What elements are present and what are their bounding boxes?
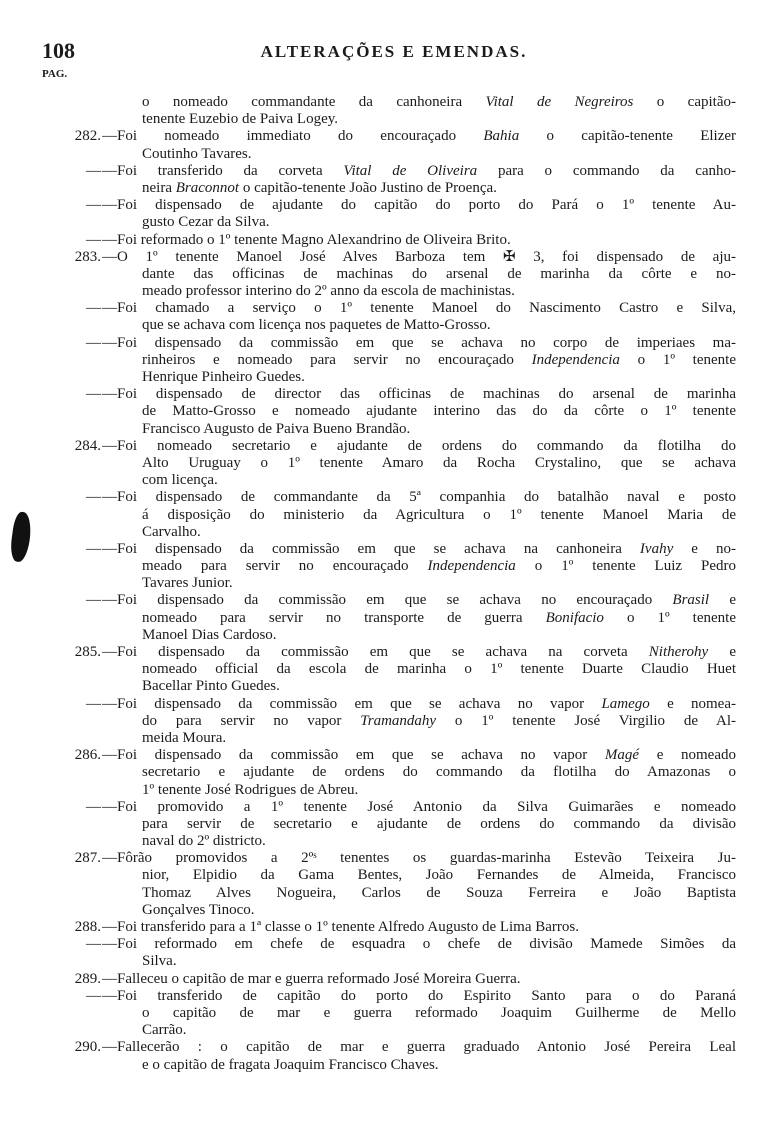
text-segment: o capitão de mar e guerra reformado Joaquim Guilherme de Mello xyxy=(142,1004,736,1021)
entry-number: 283. xyxy=(74,248,101,265)
ship-name: Ivahy xyxy=(639,540,674,557)
entry-number: — xyxy=(86,540,101,557)
entry-line xyxy=(0,730,768,747)
entry-line xyxy=(0,524,768,541)
entry-text xyxy=(142,833,736,850)
entry-text xyxy=(142,94,736,111)
entry-text xyxy=(142,713,736,730)
entry-line xyxy=(0,816,768,833)
entry-line xyxy=(0,850,768,867)
entry-text xyxy=(142,507,736,524)
text-segment: e nomea- xyxy=(649,695,736,712)
text-segment: nior, Elpidio da Gama Bentes, João Fernandes de Almeida, Francisco xyxy=(142,867,736,884)
entry-line xyxy=(0,764,768,781)
entry-text xyxy=(142,524,736,541)
entry-text xyxy=(142,953,736,970)
text-segment: de Matto-Grosso e nomeado ajudante interino das do da côrte o 1º tenente xyxy=(142,403,736,420)
text-segment: rinheiros e nomeado para servir no encouraçado xyxy=(142,351,532,368)
entry-line xyxy=(0,713,768,730)
text-segment: e o capitão de fragata Joaquim Francisco Chaves. xyxy=(142,1056,439,1073)
text-segment: e xyxy=(709,592,736,609)
text-segment: que se achava com licença nos paquetes de Matto-Grosso. xyxy=(142,317,491,334)
text-segment: —Foi dispensado da commissão em que se achava no vapor xyxy=(102,747,605,764)
entry-line xyxy=(0,489,768,506)
entry-line xyxy=(0,421,768,438)
page-title: ALTERAÇÕES E EMENDAS. xyxy=(260,42,528,61)
entry-text xyxy=(102,799,736,816)
entry-line xyxy=(0,180,768,197)
entry-text xyxy=(142,678,736,695)
text-segment: —Foi dispensado de director das officinas de machinas do arsenal de marinha xyxy=(102,386,736,403)
entry-text xyxy=(102,232,736,249)
text-segment: o nomeado commandante da canhoneira xyxy=(142,94,486,110)
entry-text xyxy=(142,730,736,747)
page-number: 108 xyxy=(42,38,75,63)
entry-text xyxy=(142,421,736,438)
text-segment: Tavares Junior. xyxy=(142,575,233,592)
entry-line xyxy=(0,146,768,163)
entry-line xyxy=(0,1022,768,1039)
text-segment: Bacellar Pinto Guedes. xyxy=(142,678,280,695)
text-segment: —O 1º tenente Manoel José Alves Barboza tem ✠ 3, foi dispensado de aju- xyxy=(102,248,736,265)
ship-name: Brasil xyxy=(672,592,710,609)
text-segment: 1º tenente José Rodrigues de Abreu. xyxy=(142,781,359,798)
entry-line xyxy=(0,403,768,420)
entry-text xyxy=(102,197,736,214)
entry-number: 282. xyxy=(74,128,101,145)
text-segment: —Foi dispensado da commissão em que se achava na corveta xyxy=(102,644,649,660)
text-segment: meado professor interino do 2º anno da escola de machinistas. xyxy=(142,283,515,300)
text-segment: o capitão-tenente João Justino de Proença. xyxy=(239,179,497,196)
column-label: PAG. xyxy=(42,68,68,80)
ship-name: Tramandahy xyxy=(360,712,437,729)
entry-number: — xyxy=(86,798,101,815)
entry-number: — xyxy=(86,334,101,351)
text-segment: —Foi nomeado immediato do encouraçado xyxy=(102,128,484,145)
ship-name: Magé xyxy=(604,747,640,764)
entry-line xyxy=(0,214,768,231)
entry-number: 288. xyxy=(74,919,101,935)
entry-text xyxy=(142,816,736,833)
entry-line xyxy=(0,352,768,369)
ship-name: Vital de Negreiros xyxy=(485,94,634,110)
entry-line xyxy=(0,111,768,128)
entry-number: — xyxy=(86,300,101,317)
entry-text xyxy=(102,936,736,953)
entry-text xyxy=(142,455,736,472)
entry-line xyxy=(0,335,768,352)
entry-text xyxy=(102,335,736,352)
text-segment: Gonçalves Tinoco. xyxy=(142,901,255,918)
entry-line xyxy=(0,197,768,214)
text-segment: Carvalho. xyxy=(142,523,201,540)
entry-line xyxy=(0,953,768,970)
text-segment: Manoel Dias Cardoso. xyxy=(142,626,277,643)
entry-number: — xyxy=(86,489,101,506)
entry-text xyxy=(142,1057,736,1074)
entry-text xyxy=(142,352,736,369)
entry-text xyxy=(142,1005,736,1022)
entry-line xyxy=(0,1057,768,1074)
entry-number: — xyxy=(86,231,101,248)
entry-text xyxy=(142,403,736,420)
entry-number: — xyxy=(86,592,101,609)
text-segment: o 1º tenente xyxy=(619,351,736,368)
entry-text xyxy=(142,661,736,678)
document-body xyxy=(0,94,768,1074)
entry-number: — xyxy=(86,197,101,214)
text-segment: naval do 2º districto. xyxy=(142,833,266,850)
entry-number: 289. xyxy=(74,970,101,987)
entry-line xyxy=(0,507,768,524)
ship-name: Braconnot xyxy=(175,179,240,196)
entry-text xyxy=(142,1022,736,1039)
entry-text xyxy=(102,128,736,145)
entry-number: — xyxy=(86,162,101,179)
entry-line xyxy=(0,592,768,609)
text-segment: e no- xyxy=(673,540,736,557)
entry-text xyxy=(142,317,736,334)
entry-text xyxy=(142,764,736,781)
text-segment: com licença. xyxy=(142,472,218,489)
entry-text xyxy=(142,146,736,163)
entry-line xyxy=(0,885,768,902)
text-segment: —Foi dispensado da commissão em que se achava no corpo de imperiaes ma- xyxy=(102,334,736,351)
text-segment: o capitão- xyxy=(633,94,736,110)
text-segment: —Foi dispensado da commissão em que se achava no encouraçado xyxy=(102,592,673,609)
text-segment: —Foi transferido para a 1ª classe o 1º tenente Alfredo Augusto de Lima Barros. xyxy=(102,919,579,935)
entry-line xyxy=(0,782,768,799)
entry-line xyxy=(0,1005,768,1022)
text-segment: para o commando da canho- xyxy=(477,162,736,179)
entry-text xyxy=(102,644,736,661)
entry-number: 284. xyxy=(74,437,101,454)
text-segment: —Falleceu o capitão de mar e guerra reformado José Moreira Guerra. xyxy=(102,970,521,987)
entry-text xyxy=(102,919,736,936)
text-segment: Henrique Pinheiro Guedes. xyxy=(142,369,305,385)
entry-text xyxy=(102,541,736,558)
entry-number: 285. xyxy=(74,644,101,660)
text-segment: —Foi transferido de capitão do porto do Espirito Santo para o do Paraná xyxy=(102,987,736,1004)
entry-line xyxy=(0,902,768,919)
entry-line xyxy=(0,678,768,695)
text-segment: —Foi chamado a serviço o 1º tenente Manoel do Nascimento Castro e Silva, xyxy=(102,300,736,317)
ship-name: Bahia xyxy=(483,128,520,145)
entry-number: — xyxy=(86,987,101,1004)
entry-text xyxy=(102,489,736,506)
text-segment: —Foi dispensado de commandante da 5ª companhia do batalhão naval e posto xyxy=(102,489,736,506)
entry-number: 287. xyxy=(74,850,101,867)
entry-text xyxy=(102,249,736,266)
entry-text xyxy=(142,575,736,592)
entry-text xyxy=(142,902,736,919)
text-segment: tenente Euzebio de Paiva Logey. xyxy=(142,111,339,128)
entry-text xyxy=(142,627,736,644)
entry-line xyxy=(0,936,768,953)
entry-number: — xyxy=(86,936,101,953)
entry-line xyxy=(0,575,768,592)
entry-line xyxy=(0,867,768,884)
ship-name: Bonifacio xyxy=(545,609,604,626)
text-segment: meado para servir no encouraçado xyxy=(142,558,428,575)
text-segment: meida Moura. xyxy=(142,729,227,746)
entry-line xyxy=(0,696,768,713)
text-segment: secretario e ajudante de ordens do commando da flotilha do Amazonas o xyxy=(142,764,736,781)
entry-text xyxy=(102,971,736,988)
text-segment: do para servir no vapor xyxy=(142,712,361,729)
entry-line xyxy=(0,661,768,678)
entry-line xyxy=(0,1039,768,1056)
entry-text xyxy=(102,300,736,317)
text-segment: —Foi reformado o 1º tenente Magno Alexandrino de Oliveira Brito. xyxy=(102,231,511,248)
entry-number: — xyxy=(86,386,101,403)
entry-text xyxy=(102,850,736,867)
entry-text xyxy=(142,283,736,300)
entry-text xyxy=(102,696,736,713)
entry-line xyxy=(0,644,768,661)
entry-line xyxy=(0,369,768,386)
entry-text xyxy=(102,592,736,609)
entry-line xyxy=(0,919,768,936)
entry-text xyxy=(102,438,736,455)
text-segment: Carrão. xyxy=(142,1022,187,1039)
entry-line xyxy=(0,283,768,300)
entry-line xyxy=(0,249,768,266)
text-segment: Coutinho Tavares. xyxy=(142,145,252,162)
ship-name: Independencia xyxy=(531,351,620,368)
text-segment: neira xyxy=(142,179,176,196)
entry-text xyxy=(142,111,736,128)
text-segment: —Foi reformado em chefe de esquadra o chefe de divisão Mamede Simões da xyxy=(102,936,736,953)
text-segment: —Foi dispensado da commissão em que se achava no vapor xyxy=(102,695,602,712)
entry-text xyxy=(142,867,736,884)
text-segment: Silva. xyxy=(142,953,177,970)
entry-text xyxy=(142,610,736,627)
entry-text xyxy=(142,558,736,575)
text-segment: gusto Cezar da Silva. xyxy=(142,214,270,231)
entry-text xyxy=(142,472,736,489)
ship-name: Lamego xyxy=(601,695,650,712)
entry-line xyxy=(0,971,768,988)
entry-line xyxy=(0,455,768,472)
text-segment: —Foi dispensado da commissão em que se achava na canhoneira xyxy=(102,540,640,557)
text-segment: —Foi dispensado de ajudante do capitão do porto do Pará o 1º tenente Au- xyxy=(102,197,736,214)
entry-line xyxy=(0,94,768,111)
entry-line xyxy=(0,266,768,283)
entry-line xyxy=(0,747,768,764)
text-segment: dante das officinas de machinas do arsenal de marinha da côrte e no- xyxy=(142,265,736,282)
text-segment: —Foi nomeado secretario e ajudante de ordens do commando da flotilha do xyxy=(102,437,736,454)
text-segment: o 1º tenente xyxy=(603,609,736,626)
text-segment: —Fôrão promovidos a 2ºˢ tenentes os guardas-marinha Estevão Teixeira Ju- xyxy=(102,850,736,867)
text-segment: para servir de secretario e ajudante de ordens do commando da divisão xyxy=(142,815,736,832)
entry-line xyxy=(0,799,768,816)
entry-text xyxy=(142,782,736,799)
text-segment: nomeado official da escola de marinha o 1º tenente Duarte Claudio Huet xyxy=(142,661,736,678)
entry-number: — xyxy=(86,695,101,712)
entry-line xyxy=(0,627,768,644)
entry-line xyxy=(0,386,768,403)
ship-name: Independencia xyxy=(427,558,516,575)
entry-text xyxy=(102,988,736,1005)
entry-line xyxy=(0,232,768,249)
text-segment: e nomeado xyxy=(639,747,736,764)
entry-line xyxy=(0,610,768,627)
text-segment: Francisco Augusto de Paiva Bueno Brandão. xyxy=(142,420,411,437)
entry-text xyxy=(142,180,736,197)
text-segment: Alto Uruguay o 1º tenente Amaro da Rocha Crystalino, que se achava xyxy=(142,454,736,471)
entry-number: 290. xyxy=(74,1039,101,1056)
entry-line xyxy=(0,558,768,575)
entry-text xyxy=(142,266,736,283)
entry-text xyxy=(102,1039,736,1056)
entry-line xyxy=(0,317,768,334)
entry-line xyxy=(0,833,768,850)
text-segment: Thomaz Alves Nogueira, Carlos de Souza Ferreira e João Baptista xyxy=(142,884,736,901)
entry-line xyxy=(0,988,768,1005)
text-segment: —Foi transferido da corveta xyxy=(102,162,344,179)
text-segment: nomeado para servir no transporte de guerra xyxy=(142,609,546,626)
entry-text xyxy=(102,747,736,764)
text-segment: á disposição do ministerio da Agricultura o 1º tenente Manoel Maria de xyxy=(142,506,736,523)
entry-line xyxy=(0,472,768,489)
entry-line xyxy=(0,438,768,455)
entry-line xyxy=(0,300,768,317)
text-segment: o capitão-tenente Elizer xyxy=(519,128,736,145)
text-segment: o 1º tenente José Virgilio de Al- xyxy=(436,712,736,729)
ship-name: Nitherohy xyxy=(648,644,709,660)
entry-text xyxy=(102,386,736,403)
entry-text xyxy=(142,214,736,231)
entry-number: 286. xyxy=(74,747,101,764)
entry-line xyxy=(0,163,768,180)
text-segment: —Foi promovido a 1º tenente José Antonio da Silva Guimarães e nomeado xyxy=(102,798,736,815)
entry-line xyxy=(0,541,768,558)
text-segment: o 1º tenente Luiz Pedro xyxy=(515,558,736,575)
text-segment: e xyxy=(708,644,736,660)
entry-text xyxy=(142,885,736,902)
entry-text xyxy=(142,369,736,386)
entry-text xyxy=(102,163,736,180)
entry-line xyxy=(0,128,768,145)
text-segment: —Fallecerão : o capitão de mar e guerra graduado Antonio José Pereira Leal xyxy=(102,1039,736,1056)
ship-name: Vital de Oliveira xyxy=(343,162,478,179)
